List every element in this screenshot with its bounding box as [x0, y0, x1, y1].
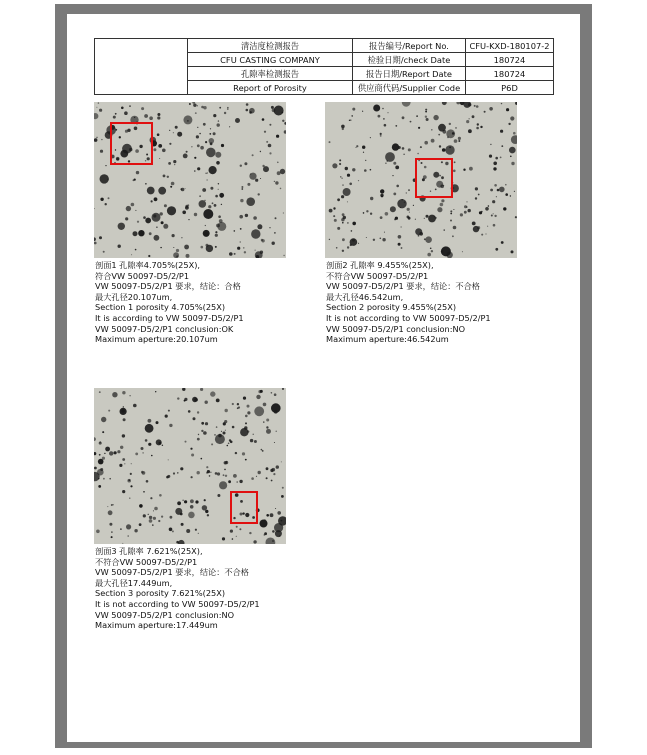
- header-field-cell: 检验日期/check Date: [353, 53, 466, 67]
- header-title-cell: 孔隙率检测报告: [188, 67, 353, 81]
- section-1-caption: [95, 260, 244, 345]
- caption-line: 剖面1 孔隙率4.705%(25X),: [95, 260, 200, 270]
- section-3-caption: [95, 546, 260, 631]
- report-header-table: [94, 38, 554, 95]
- caption-line: It is not according to VW 50097-D5/2/P1: [95, 598, 260, 609]
- caption-line: VW 50097-D5/2/P1 要求，结论：不合格: [326, 281, 480, 292]
- header-title-cell: Report of Porosity: [188, 81, 353, 95]
- caption-line: 最大孔径17.449um,: [95, 577, 173, 588]
- caption-line: 剖面3 孔隙率 7.621%(25X),: [95, 546, 203, 556]
- caption-line: 符合VW 50097-D5/2/P1: [95, 270, 190, 281]
- caption-line: 不符合VW 50097-D5/2/P1: [326, 270, 429, 281]
- logo-cell: [95, 39, 188, 95]
- caption-line: 最大孔径20.107um,: [95, 291, 173, 302]
- header-field-cell: 报告编号/Report No.: [353, 39, 466, 53]
- caption-line: 剖面2 孔隙率 9.455%(25X),: [326, 260, 434, 270]
- header-title-cell: 清洁度检测报告: [188, 39, 353, 53]
- caption-line: VW 50097-D5/2/P1 conclusion:OK: [95, 323, 234, 334]
- caption-line: Maximum aperture:46.542um: [326, 334, 449, 345]
- header-field-cell: 报告日期/Report Date: [353, 67, 466, 81]
- header-row: [95, 39, 554, 53]
- header-value-cell: 180724: [466, 67, 554, 81]
- caption-line: Maximum aperture:20.107um: [95, 334, 218, 345]
- header-value-cell: 180724: [466, 53, 554, 67]
- report-page: [67, 14, 580, 742]
- header-title-cell: CFU CASTING COMPANY: [188, 53, 353, 67]
- caption-line: VW 50097-D5/2/P1 要求，结论：合格: [95, 281, 241, 292]
- caption-line: VW 50097-D5/2/P1 要求，结论：不合格: [95, 567, 249, 578]
- highlight-box: [230, 491, 258, 524]
- caption-line: Maximum aperture:17.449um: [95, 620, 218, 631]
- caption-line: 不符合VW 50097-D5/2/P1: [95, 556, 198, 567]
- header-value-cell: P6D: [466, 81, 554, 95]
- caption-line: It is according to VW 50097-D5/2/P1: [95, 312, 244, 323]
- caption-line: VW 50097-D5/2/P1 conclusion:NO: [326, 323, 466, 334]
- section-2-caption: [326, 260, 491, 345]
- header-value-cell: CFU-KXD-180107-2: [466, 39, 554, 53]
- caption-line: Section 3 porosity 7.621%(25X): [95, 588, 226, 599]
- caption-line: It is not according to VW 50097-D5/2/P1: [326, 312, 491, 323]
- caption-line: 最大孔径46.542um,: [326, 291, 404, 302]
- caption-line: Section 1 porosity 4.705%(25X): [95, 302, 226, 313]
- highlight-box: [110, 122, 153, 165]
- caption-line: Section 2 porosity 9.455%(25X): [326, 302, 457, 313]
- highlight-box: [415, 158, 453, 198]
- header-field-cell: 供应商代码/Supplier Code: [353, 81, 466, 95]
- caption-line: VW 50097-D5/2/P1 conclusion:NO: [95, 609, 235, 620]
